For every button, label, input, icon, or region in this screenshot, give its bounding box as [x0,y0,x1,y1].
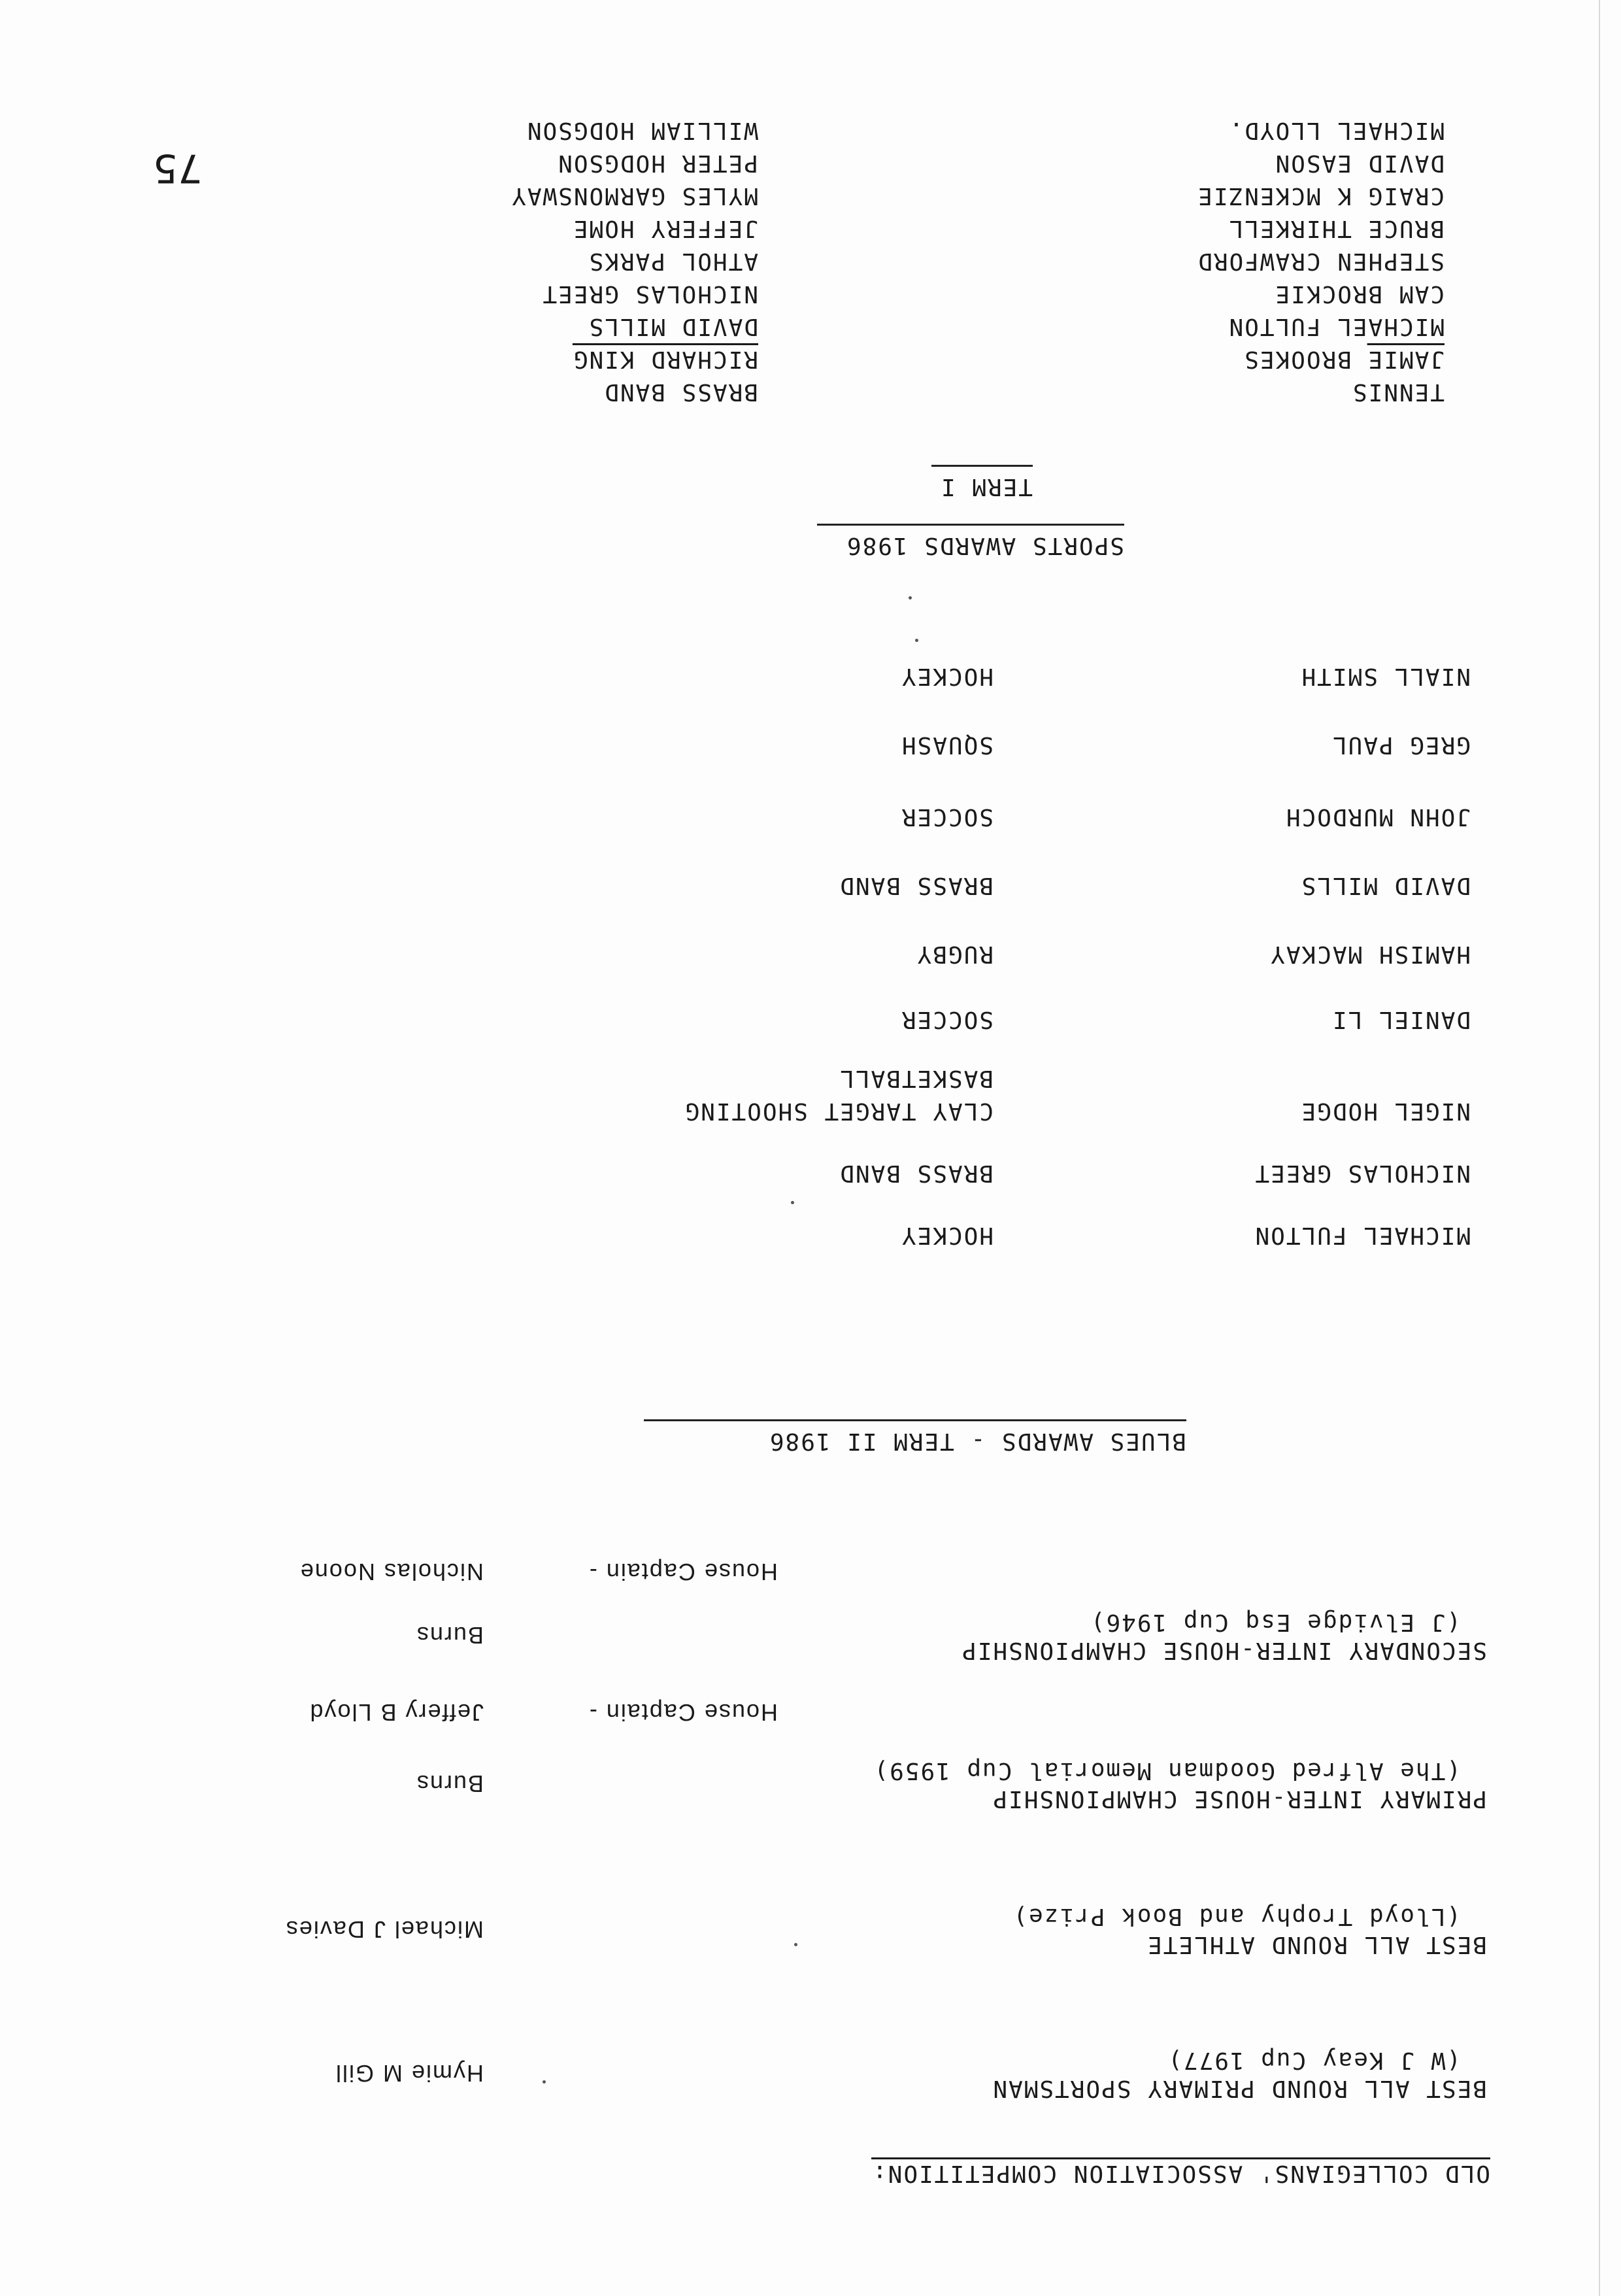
competition-title: OLD COLLEGIANS' ASSOCIATION COMPETITION: [871,2160,1490,2187]
blues-name: HAMISH MACKAY [1269,941,1471,968]
tennis-name [1243,347,1445,371]
competition-item-title: BEST ALL ROUND PRIMARY SPORTSMAN [992,2075,1487,2102]
tennis-heading: TENNIS [1351,379,1445,405]
competition-item-subtitle: (Lloyd Trophy and Book Prize) [1012,1903,1461,1930]
competition-item-title: SECONDARY INTER-HOUSE CHAMPIONSHIP [961,1637,1487,1664]
scan-speck [791,1201,794,1204]
blues-name: DAVID MILLS [1300,872,1471,899]
blues-sport: HOCKEY [900,663,994,690]
blues-name: DANIEL LI [1331,1006,1471,1033]
scan-speck [543,2080,546,2084]
tennis-name: MICHAEL FULTON [1228,313,1445,340]
scan-edge-line [1599,0,1600,2296]
tennis-name: MICHAEL LLOYD. [1228,117,1445,144]
competition-item-title: PRIMARY INTER-HOUSE CHAMPIONSHIP [992,1785,1487,1812]
house-captain-name: Jeffery B Lloyd [309,1699,484,1726]
tennis-name: DAVID EASON [1274,150,1445,177]
house-captain-label: House Captain - [588,1699,778,1726]
brass-name: MYLES GARMONSWAY [510,182,758,209]
blues-sport: CLAY TARGET SHOOTING [684,1098,994,1124]
tennis-name: STEPHEN CRAWFORD [1197,248,1445,275]
blues-name: NIALL SMITH [1300,663,1471,690]
blues-name: GREG PAUL [1331,732,1471,758]
blues-sport: SQUASH [900,732,994,758]
blues-sport: BRASS BAND [839,872,994,899]
tennis-name-first-word: JAMIE BROOKES [1243,346,1445,373]
brass-name: ATHOL PARKS [588,248,758,275]
brass-name: DAVID MILLS [588,313,758,340]
tennis-name: CRAIG K MCKENZIE [1197,182,1445,209]
tennis-name: CAM BROCKIE [1274,280,1445,307]
blues-title-underline [644,1419,1186,1421]
sports-term-underline [931,465,1033,467]
competition-winner: Burns [415,1622,484,1649]
blues-name: NIGEL HODGE [1300,1098,1471,1124]
competition-winner: Burns [415,1770,484,1797]
blues-title: BLUES AWARDS - TERM II 1986 [768,1428,1186,1455]
competition-item-subtitle: (The Alfred Goodman Memorial Cup 1959) [873,1757,1461,1784]
scan-speck [909,596,912,599]
competition-item-subtitle: (W J Keay Cup 1977) [1167,2047,1461,2074]
blues-name: JOHN MURDOCH [1284,803,1471,830]
competition-item-title: BEST ALL ROUND ATHLETE [1146,1931,1487,1958]
brass-name: WILLIAM HODGSON [526,117,758,144]
blues-sport: HOCKEY [900,1222,994,1249]
brass-name: NICHOLAS GREET [541,280,758,307]
blues-name: MICHAEL FULTON [1254,1222,1471,1249]
brass-name: JEFFERY HOME [572,215,758,242]
house-captain-label: House Captain - [588,1559,778,1585]
blues-sport: SOCCER [900,1006,994,1033]
page-number: 75 [152,145,203,191]
sports-term: TERM I [939,473,1033,500]
blues-sport-second: BASKETBALL [839,1065,994,1092]
scan-speck [915,639,918,642]
brass-name: RICHARD KING [572,346,758,373]
sports-title: SPORTS AWARDS 1986 [845,532,1124,559]
sports-title-underline [817,524,1124,526]
brass-name: PETER HODGSON [557,150,758,177]
blues-sport: RUGBY [916,941,994,968]
competition-winner: Hymie M Gill [335,2060,484,2087]
brass-heading: BRASS BAND [603,379,758,405]
blues-sport: BRASS BAND [839,1160,994,1187]
blues-sport: SOCCER [900,803,994,830]
competition-winner: Michael J Davies [284,1916,484,1943]
blues-name: NICHOLAS GREET [1254,1160,1471,1187]
tennis-name: BRUCE THIRKELL [1228,215,1445,242]
scan-speck [794,1943,797,1946]
competition-item-subtitle: (J Elvidge Esq Cup 1946) [1089,1609,1461,1636]
house-captain-name: Nicholas Noone [299,1559,484,1585]
